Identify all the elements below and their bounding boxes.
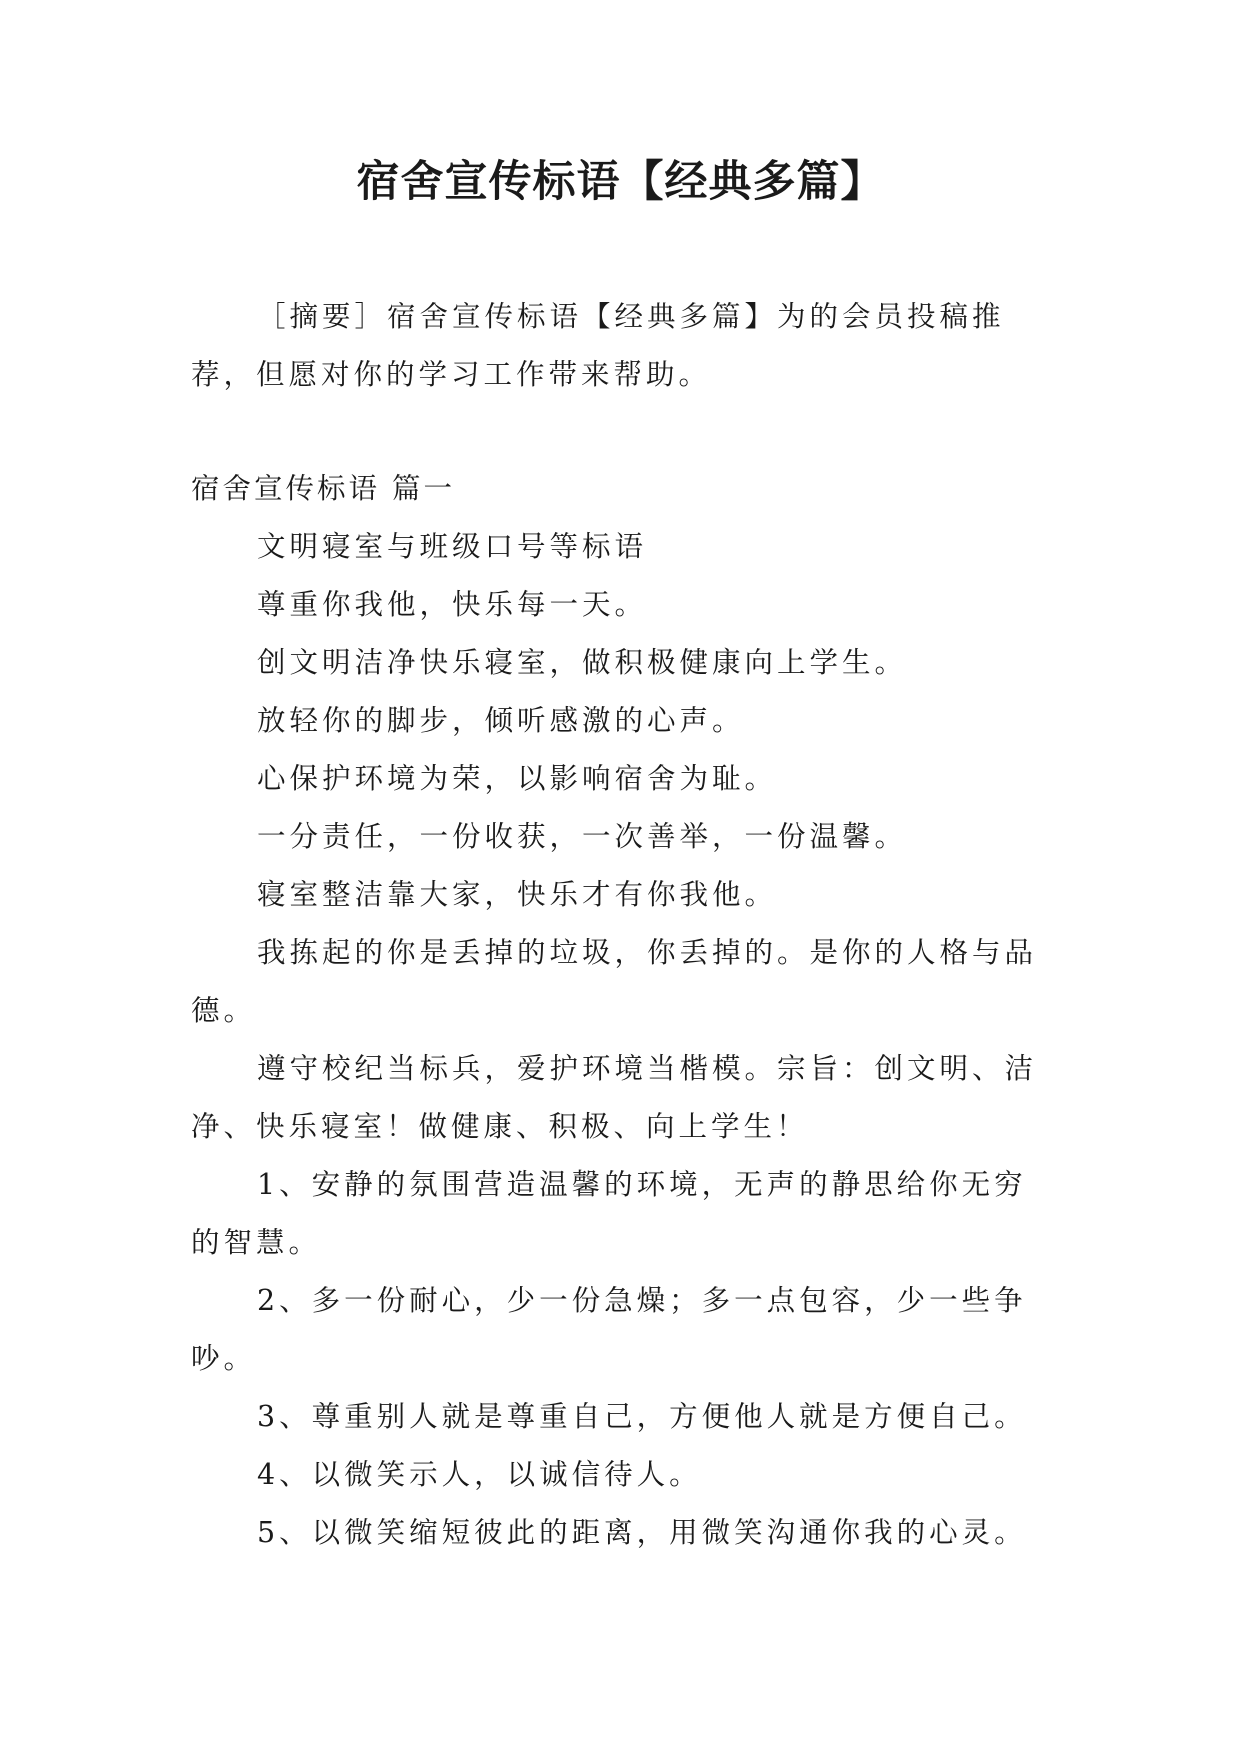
document-body [191, 288, 1051, 1562]
list-item: 5、以微笑缩短彼此的距离，用微笑沟通你我的心灵。 [257, 1516, 1027, 1549]
summary-paragraph: ［摘要］宿舍宣传标语【经典多篇】为的会员投稿推荐，但愿对你的学习工作带来帮助。 [191, 300, 1005, 391]
paragraph: 我拣起的你是丢掉的垃圾，你丢掉的。是你的人格与品德。 [191, 936, 1038, 1027]
paragraph: 心保护环境为荣，以影响宿舍为耻。 [257, 762, 778, 795]
list-item: 2、多一份耐心，少一份急燥；多一点包容，少一些争吵。 [191, 1284, 1027, 1375]
paragraph: 创文明洁净快乐寝室，做积极健康向上学生。 [257, 646, 908, 679]
list-item: 1、安静的氛围营造温馨的环境，无声的静思给你无穷的智慧。 [191, 1168, 1027, 1259]
section-heading: 宿舍宣传标语 篇一 [191, 472, 456, 505]
paragraph: 遵守校纪当标兵，爱护环境当楷模。宗旨：创文明、洁净、快乐寝室！做健康、积极、向上学生！ [191, 1052, 1038, 1143]
paragraph: 一分责任，一份收获，一次善举，一份温馨。 [257, 820, 908, 853]
list-item: 4、以微笑示人，以诚信待人。 [257, 1458, 702, 1491]
document-title: 宿舍宣传标语【经典多篇】 [356, 157, 885, 207]
paragraph: 文明寝室与班级口号等标语 [257, 530, 648, 563]
paragraph: 寝室整洁靠大家，快乐才有你我他。 [257, 878, 778, 911]
paragraph: 放轻你的脚步，倾听感激的心声。 [257, 704, 745, 737]
paragraph: 尊重你我他，快乐每一天。 [257, 588, 648, 621]
list-item: 3、尊重别人就是尊重自己，方便他人就是方便自己。 [257, 1400, 1027, 1433]
